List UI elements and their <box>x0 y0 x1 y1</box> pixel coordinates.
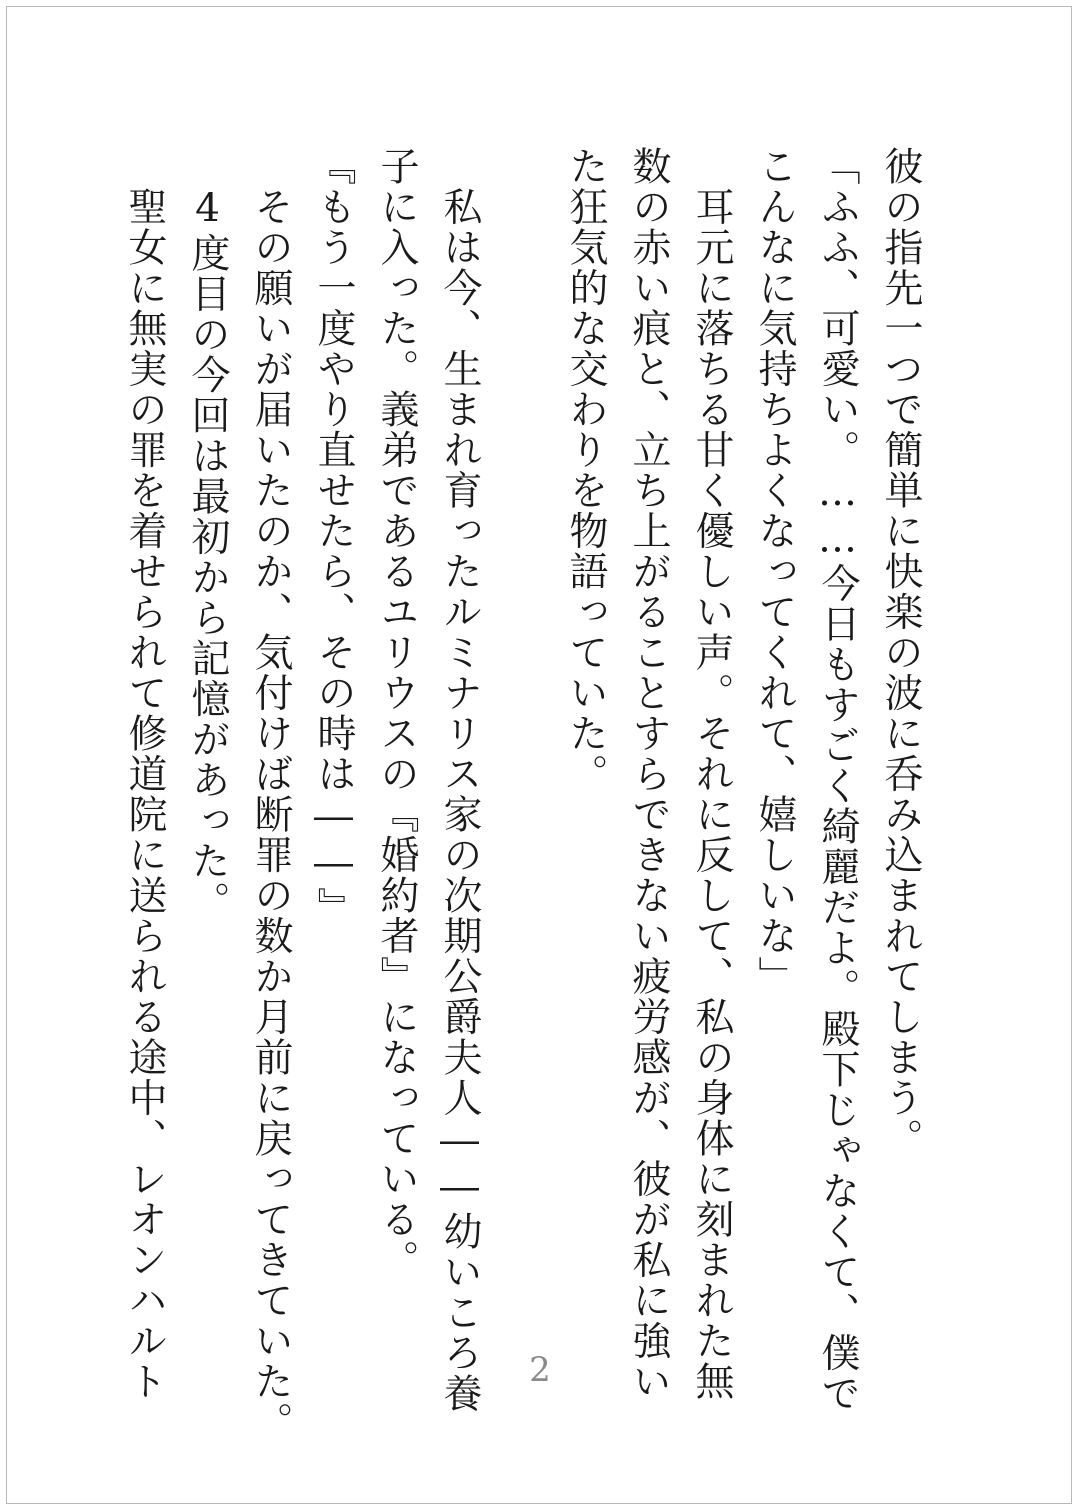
vertical-text-body <box>113 146 932 1442</box>
text-line: 数の赤い痕と、立ち上がることすらできない疲労感が、彼が私に強い <box>626 146 671 1402</box>
text-line: 耳元に落ちる甘く優しい声。それに反して、私の身体に刻まれた無 <box>689 146 734 1402</box>
paragraph-gap <box>491 146 554 1326</box>
text-line: こんなに気持ちよくなってくれて、嬉しいな」 <box>752 146 797 997</box>
text-line: 彼の指先一つで簡単に快楽の波に呑み込まれてしまう。 <box>878 146 923 1159</box>
text-line: 4度目の今回は最初から記憶があった。 <box>185 146 230 922</box>
text-line: その願いが届いたのか、気付けば断罪の数か月前に戻ってきていた。 <box>248 146 293 1442</box>
text-line: 『もう一度やり直せたら、その時は――』 <box>311 146 356 928</box>
page-number: 2 <box>529 1350 551 1390</box>
text-line: 「ふふ、可愛い。……今日もすごく綺麗だよ。殿下じゃなくて、僕で <box>815 146 860 1414</box>
text-line: 聖女に無実の罪を着せられて修道院に送られる途中、レオンハルト <box>122 146 167 1402</box>
text-line: 私は今、生まれ育ったルミナリス家の次期公爵夫人――幼いころ養 <box>437 146 482 1414</box>
text-line: 子に入った。義弟であるユリウスの『婚約者』になっている。 <box>374 146 419 1280</box>
text-line: た狂気的な交わりを物語っていた。 <box>563 146 608 794</box>
